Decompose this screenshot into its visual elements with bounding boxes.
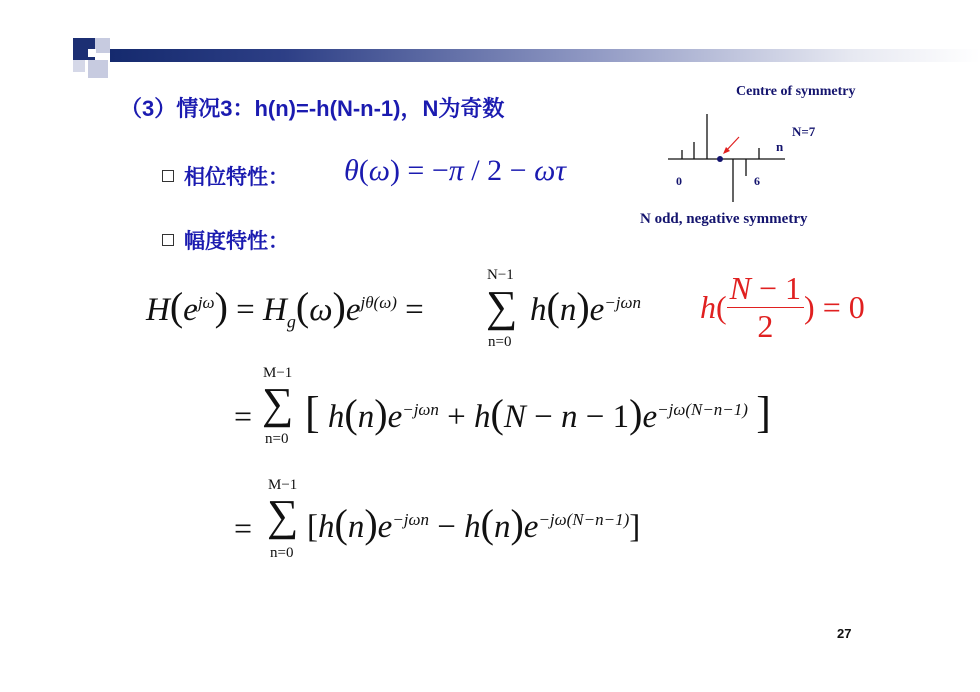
page-number: 27 <box>837 626 852 641</box>
bullet-box-icon <box>162 170 174 182</box>
bullet-box-icon <box>162 234 174 246</box>
sum3-lower: n=0 <box>270 545 294 561</box>
deco-square-small <box>88 49 96 57</box>
diagram-axis-label: n <box>776 139 784 154</box>
diagram-caption: N odd, negative symmetry <box>640 211 808 227</box>
sum1-sigma-icon: ∑ <box>486 282 518 331</box>
sum1-lower: n=0 <box>488 334 512 350</box>
bullet-phase <box>162 161 289 191</box>
equation-line1-lhs: $H(e^{j\omega}) = H_g(\omega)e^{j\theta(\omega)}$ = <box>146 284 424 332</box>
symmetry-center-dot <box>717 156 723 162</box>
symmetry-diagram <box>660 100 800 210</box>
sum1-upper: N−1 <box>487 267 514 283</box>
phase-label: 相位特性： <box>184 166 289 189</box>
line2-equals: = <box>234 398 253 434</box>
line3-body: $[h(n)e^{-j\omega n} - h(n)e^{-j\omega(N-n-1)}]$ <box>307 501 641 546</box>
phase-formula: θ(ω) = −π / 2 − ωτ <box>344 154 566 187</box>
diagram-tick-end: 6 <box>754 174 760 188</box>
header-bar <box>110 49 980 62</box>
slide-title: （3）情况3：h(n)=-h(N-n-1)，N为奇数 <box>120 96 505 121</box>
deco-square-light2 <box>88 60 108 78</box>
sum3-sigma-icon: ∑ <box>267 491 299 540</box>
line2-body: [ $h(n)e^{-j\omega n} + h(N - n - 1)e^{-j\omega(N-n-1)}$ ] <box>305 388 771 437</box>
center-condition: h( $\frac{N - 1}{2}$ ) = 0 <box>700 270 865 344</box>
sum2-lower: n=0 <box>265 431 289 447</box>
sum1-body: $h(n)e^{-j\omega n}$ <box>530 284 642 329</box>
magnitude-label: 幅度特性： <box>184 230 289 253</box>
diagram-n-label: N=7 <box>792 124 816 139</box>
line3-equals: = <box>234 510 253 546</box>
sum2-sigma-icon: ∑ <box>262 379 294 428</box>
diagram-title: Centre of symmetry <box>736 84 856 99</box>
deco-square-light3 <box>73 60 85 72</box>
bullet-magnitude <box>162 225 289 255</box>
sum3-upper: M−1 <box>268 477 298 493</box>
deco-square-light <box>95 38 110 53</box>
diagram-tick-start: 0 <box>676 174 682 188</box>
sum2-upper: M−1 <box>263 365 293 381</box>
